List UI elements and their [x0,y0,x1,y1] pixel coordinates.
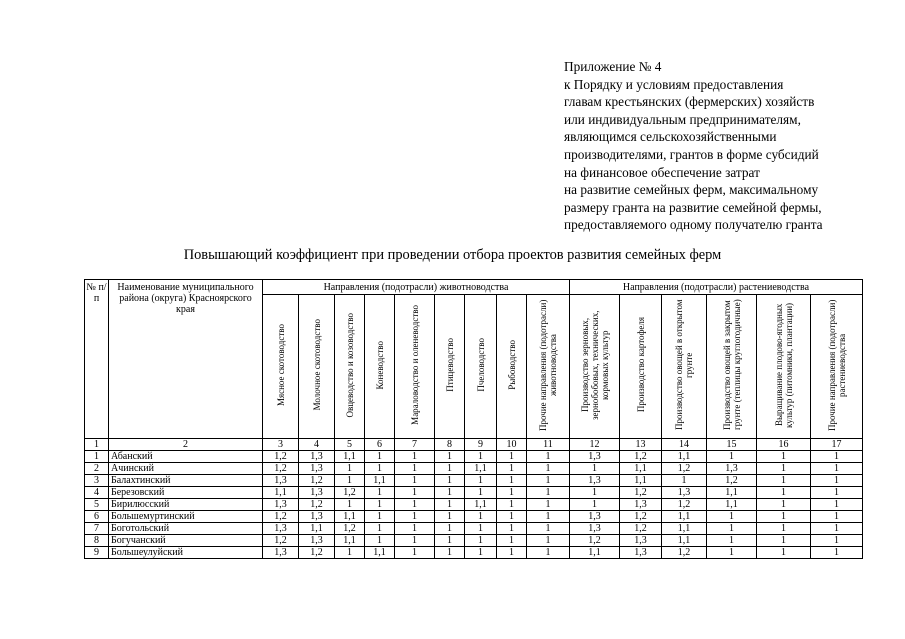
coefficient-cell: 1 [435,475,465,487]
coefficient-cell: 1 [435,511,465,523]
subheader-label: Производство овощей в открытом грунте [674,299,694,431]
coefficient-cell: 1 [757,535,811,547]
subheader-label: Прочие направления (подотрасли) растениеводства [826,299,847,431]
coefficient-cell: 1 [395,487,435,499]
appendix-header [564,58,894,234]
subheader-6 [365,295,395,439]
coefficient-cell: 1,2 [707,475,757,487]
coefficient-cell: 1,3 [570,475,620,487]
coefficient-cell: 1 [365,523,395,535]
appendix-line: размеру гранта на развитие семейной фермы, [564,199,822,215]
subheader-label: Производство картофеля [635,317,646,413]
coefficient-cell: 1 [811,499,863,511]
coefficient-cell: 1,3 [570,511,620,523]
coefficient-cell: 1 [335,475,365,487]
subheader-11 [527,295,570,439]
district-name: Березовский [109,487,263,499]
coefficient-cell: 1,3 [707,463,757,475]
coefficient-cell: 1 [811,487,863,499]
coefficient-cell: 1 [707,547,757,559]
table-row [85,487,863,499]
subheader-4 [299,295,335,439]
coefficient-cell: 1,2 [662,547,707,559]
coefficient-cell: 1,1 [620,475,662,487]
coefficient-cell: 1,3 [299,451,335,463]
coefficient-cell: 1 [497,499,527,511]
coefficient-cell: 1 [527,535,570,547]
subheader-15 [707,295,757,439]
coefficient-cell: 1 [527,487,570,499]
appendix-line: на развитие семейных ферм, максимальному [564,182,819,198]
subheader-label: Молочное скотоводство [311,319,322,411]
coefficient-cell: 1 [435,523,465,535]
table-row [85,475,863,487]
header-row-groups [85,280,863,295]
coefficient-cell: 1,3 [620,499,662,511]
coefficient-cell: 1,2 [335,487,365,499]
table-row [85,511,863,523]
coefficient-cell: 1 [465,547,497,559]
coefficient-cell: 1 [435,535,465,547]
column-number: 5 [335,439,365,451]
coefficient-cell: 1 [435,451,465,463]
coefficient-cell: 1 [497,523,527,535]
coefficient-cell: 1 [335,463,365,475]
column-number: 2 [109,439,263,451]
coefficient-cell: 1 [465,523,497,535]
coefficient-cell: 1,2 [662,463,707,475]
coefficient-cell: 1 [395,523,435,535]
subheader-label: Производство зерновых, зернобобовых, технических, кормовых культур [579,310,610,420]
coefficient-cell: 1 [527,511,570,523]
coefficient-cell: 1 [365,511,395,523]
coefficient-cell: 1,2 [620,511,662,523]
row-number: 4 [85,487,109,499]
coefficient-cell: 1 [395,463,435,475]
coefficient-cell: 1,1 [263,487,299,499]
district-name: Балахтинский [109,475,263,487]
table-row [85,451,863,463]
coefficient-cell: 1 [497,511,527,523]
column-number: 1 [85,439,109,451]
district-name: Абанский [109,451,263,463]
coefficient-cell: 1,1 [299,523,335,535]
coefficient-cell: 1 [395,511,435,523]
col-name-header: Наименование муниципального района (округа) Красноярского края [109,280,263,439]
coefficient-cell: 1 [497,463,527,475]
coefficient-cell: 1 [335,547,365,559]
district-name: Боготольский [109,523,263,535]
coefficient-cell: 1 [527,475,570,487]
coefficient-cell: 1 [757,547,811,559]
subheader-label: Выращивание плодово-ягодных культур (питомники, плантации) [773,302,794,428]
table-title: Повышающий коэффициент при проведении отбора проектов развития семейных ферм [183,247,722,263]
coefficient-cell: 1 [527,523,570,535]
coefficient-cell: 1,2 [620,451,662,463]
district-name: Ачинский [109,463,263,475]
coefficient-cell: 1,2 [620,523,662,535]
coefficient-cell: 1,1 [570,547,620,559]
coefficient-cell: 1,1 [335,451,365,463]
coefficient-cell: 1 [497,451,527,463]
coefficient-cell: 1,2 [662,499,707,511]
column-number: 13 [620,439,662,451]
coefficient-cell: 1 [395,475,435,487]
coefficient-cell: 1 [757,463,811,475]
coefficient-cell: 1 [465,487,497,499]
coefficient-cell: 1,3 [263,523,299,535]
coefficient-cell: 1 [527,499,570,511]
coefficient-cell: 1 [570,499,620,511]
subheader-14 [662,295,707,439]
subheader-3 [263,295,299,439]
column-number: 4 [299,439,335,451]
subheader-label: Коневодство [374,340,385,390]
district-name: Большеулуйский [109,547,263,559]
table-row [85,523,863,535]
subheader-10 [497,295,527,439]
coefficient-cell: 1,1 [465,499,497,511]
coefficient-cell: 1 [811,511,863,523]
coefficient-cell: 1 [707,535,757,547]
coefficient-cell: 1,2 [335,523,365,535]
coefficient-cell: 1 [757,523,811,535]
coefficient-cell: 1 [811,535,863,547]
coefficient-cell: 1 [811,463,863,475]
row-number: 3 [85,475,109,487]
coefficient-cell: 1,1 [620,463,662,475]
coefficient-cell: 1 [757,487,811,499]
subheader-label: Мясное скотоводство [275,323,286,407]
coefficient-cell: 1,1 [707,487,757,499]
coefficient-cell: 1 [811,451,863,463]
row-number: 7 [85,523,109,535]
coefficient-cell: 1 [757,451,811,463]
col-num-header: № п/п [85,280,109,439]
coefficient-cell: 1 [527,547,570,559]
appendix-line: к Порядку и условиям предоставления [564,76,784,92]
column-number: 12 [570,439,620,451]
row-number: 6 [85,511,109,523]
coefficient-cell: 1,2 [570,535,620,547]
coefficient-cell: 1 [570,487,620,499]
coefficient-cell: 1,2 [620,487,662,499]
subheader-16 [757,295,811,439]
table-row [85,499,863,511]
row-number: 9 [85,547,109,559]
coefficient-cell: 1 [527,451,570,463]
coefficient-cell: 1 [757,475,811,487]
coefficient-cell: 1 [365,451,395,463]
coefficient-cell: 1 [465,475,497,487]
column-number: 8 [435,439,465,451]
column-number: 16 [757,439,811,451]
coefficient-cell: 1 [570,463,620,475]
coefficient-cell: 1 [365,535,395,547]
coefficient-cell: 1,1 [465,463,497,475]
coefficient-cell: 1 [757,499,811,511]
coefficient-cell: 1 [465,535,497,547]
coefficient-cell: 1,2 [263,511,299,523]
column-number-row [85,439,863,451]
coefficient-cell: 1,1 [365,547,395,559]
coefficient-cell: 1,3 [299,535,335,547]
coefficient-cell: 1 [435,499,465,511]
appendix-line: или индивидуальным предпринимателям, [564,111,801,127]
coefficient-cell: 1 [497,547,527,559]
coefficient-cell: 1 [465,451,497,463]
column-number: 6 [365,439,395,451]
coefficient-cell: 1,2 [299,547,335,559]
subheader-label: Мараловодство и оленеводство [409,305,420,425]
subheader-label: Птицеводство [444,338,455,392]
row-number: 1 [85,451,109,463]
coefficient-cell: 1 [365,487,395,499]
column-number: 11 [527,439,570,451]
coefficient-cell: 1,3 [570,523,620,535]
subheader-17 [811,295,863,439]
appendix-line: являющимся сельскохозяйственными [564,129,777,145]
district-name: Бирилюсский [109,499,263,511]
coefficient-cell: 1 [465,511,497,523]
coefficient-cell: 1,3 [263,499,299,511]
subheader-13 [620,295,662,439]
appendix-line: производителями, грантов в форме субсидий [564,146,819,162]
table-row [85,547,863,559]
column-number: 7 [395,439,435,451]
column-number: 17 [811,439,863,451]
coefficient-cell: 1,2 [263,451,299,463]
coefficient-cell: 1,3 [570,451,620,463]
column-number: 10 [497,439,527,451]
coefficient-cell: 1 [811,547,863,559]
coefficient-cell: 1 [707,451,757,463]
subheader-label: Рыбоводство [506,340,517,390]
coefficient-cell: 1,3 [299,511,335,523]
column-number: 15 [707,439,757,451]
coefficient-cell: 1,3 [299,487,335,499]
appendix-line: предоставляемого одному получателю гранта [564,217,823,233]
column-number: 3 [263,439,299,451]
coefficient-cell: 1,3 [299,463,335,475]
coefficient-cell: 1 [497,487,527,499]
subheader-label: Пчеловодство [475,338,486,392]
subheader-12 [570,295,620,439]
coefficient-cell: 1 [707,523,757,535]
coefficient-cell: 1,1 [662,535,707,547]
group-crops-header: Направления (подотрасли) растениеводства [570,280,863,295]
subheader-8 [435,295,465,439]
coefficient-cell: 1,2 [299,499,335,511]
table-row [85,463,863,475]
subheader-label: Прочие направления (подотрасли) животноводства [538,299,558,431]
subheader-7 [395,295,435,439]
coefficient-cell: 1,1 [707,499,757,511]
district-name: Богучанский [109,535,263,547]
column-number: 9 [465,439,497,451]
appendix-line: Приложение № 4 [564,59,662,74]
subheader-label: Овцеводство и козоводство [344,312,355,418]
appendix-line: главам крестьянских (фермерских) хозяйств [564,94,815,110]
coefficient-cell: 1,1 [662,451,707,463]
coefficient-cell: 1,3 [662,487,707,499]
coefficient-cell: 1,3 [620,535,662,547]
coefficient-cell: 1 [365,499,395,511]
group-livestock-header: Направления (подотрасли) животноводства [263,280,570,295]
coefficient-cell: 1 [527,463,570,475]
subheader-label: Производство овощей в закрытом грунте (теплицы круглогодичные) [721,299,742,431]
row-number: 8 [85,535,109,547]
coefficient-cell: 1 [395,451,435,463]
coefficient-cell: 1 [395,535,435,547]
coefficient-cell: 1,1 [335,511,365,523]
coefficient-cell: 1,1 [662,511,707,523]
row-number: 5 [85,499,109,511]
coefficient-cell: 1,1 [365,475,395,487]
coefficient-cell: 1 [757,511,811,523]
coefficient-cell: 1,3 [620,547,662,559]
coefficient-cell: 1 [497,535,527,547]
coefficient-cell: 1,1 [662,523,707,535]
coefficient-cell: 1,2 [263,463,299,475]
coefficient-cell: 1 [335,499,365,511]
coefficient-cell: 1,3 [263,475,299,487]
column-number: 14 [662,439,707,451]
district-name: Большемуртинский [109,511,263,523]
appendix-line: на финансовое обеспечение затрат [564,164,760,180]
coefficient-cell: 1 [395,547,435,559]
coefficient-cell: 1 [365,463,395,475]
coefficient-cell: 1,2 [263,535,299,547]
coefficient-cell: 1 [435,487,465,499]
coefficient-cell: 1 [497,475,527,487]
subheader-9 [465,295,497,439]
coefficient-table [84,279,863,559]
coefficient-cell: 1,2 [299,475,335,487]
table-row [85,535,863,547]
coefficient-cell: 1 [811,475,863,487]
coefficient-cell: 1 [395,499,435,511]
coefficient-cell: 1,1 [335,535,365,547]
subheader-5 [335,295,365,439]
coefficient-cell: 1 [435,463,465,475]
coefficient-cell: 1 [662,475,707,487]
coefficient-cell: 1 [707,511,757,523]
coefficient-cell: 1 [811,523,863,535]
coefficient-cell: 1 [435,547,465,559]
coefficient-cell: 1,3 [263,547,299,559]
row-number: 2 [85,463,109,475]
